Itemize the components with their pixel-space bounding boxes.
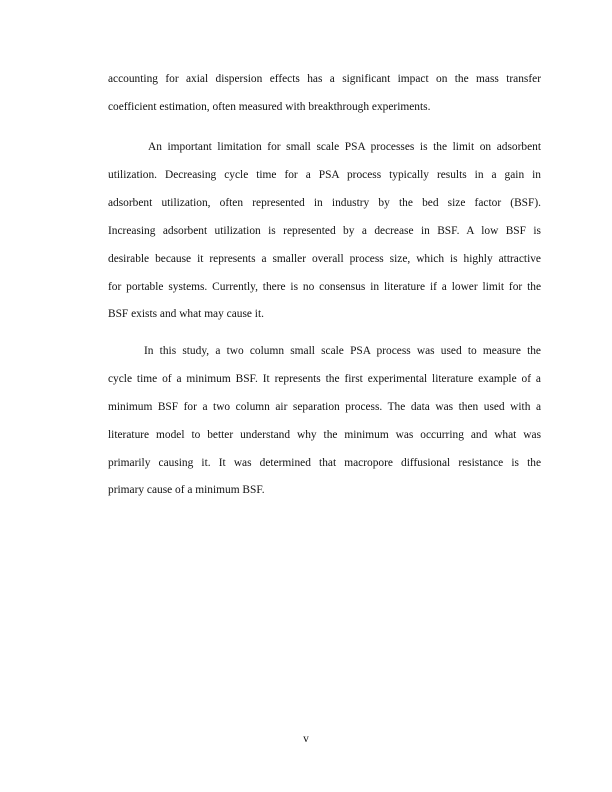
paragraph-3-line-3: minimum BSF for a two column air separation process. The data was then used with a <box>108 401 541 413</box>
paragraph-2-line-2: utilization. Decreasing cycle time for a PSA process typically results in a gain in <box>108 169 541 181</box>
paragraph-2-line-6: for portable systems. Currently, there is no consensus in literature if a lower limit for the <box>108 281 541 293</box>
paragraph-3-line-1: In this study, a two column small scale PSA process was used to measure the <box>144 345 541 357</box>
paragraph-3-line-2: cycle time of a minimum BSF. It represents the first experimental literature example of a <box>108 373 541 385</box>
paragraph-2-line-5: desirable because it represents a smaller overall process size, which is highly attractive <box>108 253 541 265</box>
paragraph-2-line-3: adsorbent utilization, often represented in industry by the bed size factor (BSF). <box>108 197 541 209</box>
paragraph-1-line-2: coefficient estimation, often measured with breakthrough experiments. <box>108 101 431 113</box>
paragraph-3-line-6: primary cause of a minimum BSF. <box>108 484 265 496</box>
paragraph-2-line-7: BSF exists and what may cause it. <box>108 308 264 320</box>
paragraph-3-line-5: primarily causing it. It was determined that macropore diffusional resistance is the <box>108 457 541 469</box>
page-number: v <box>303 733 309 745</box>
paragraph-2-line-1: An important limitation for small scale PSA processes is the limit on adsorbent <box>148 141 541 153</box>
paragraph-3-line-4: literature model to better understand why the minimum was occurring and what was <box>108 429 541 441</box>
paragraph-2-line-4: Increasing adsorbent utilization is represented by a decrease in BSF. A low BSF is <box>108 225 541 237</box>
paragraph-1-line-1: accounting for axial dispersion effects has a significant impact on the mass transfer <box>108 73 541 85</box>
